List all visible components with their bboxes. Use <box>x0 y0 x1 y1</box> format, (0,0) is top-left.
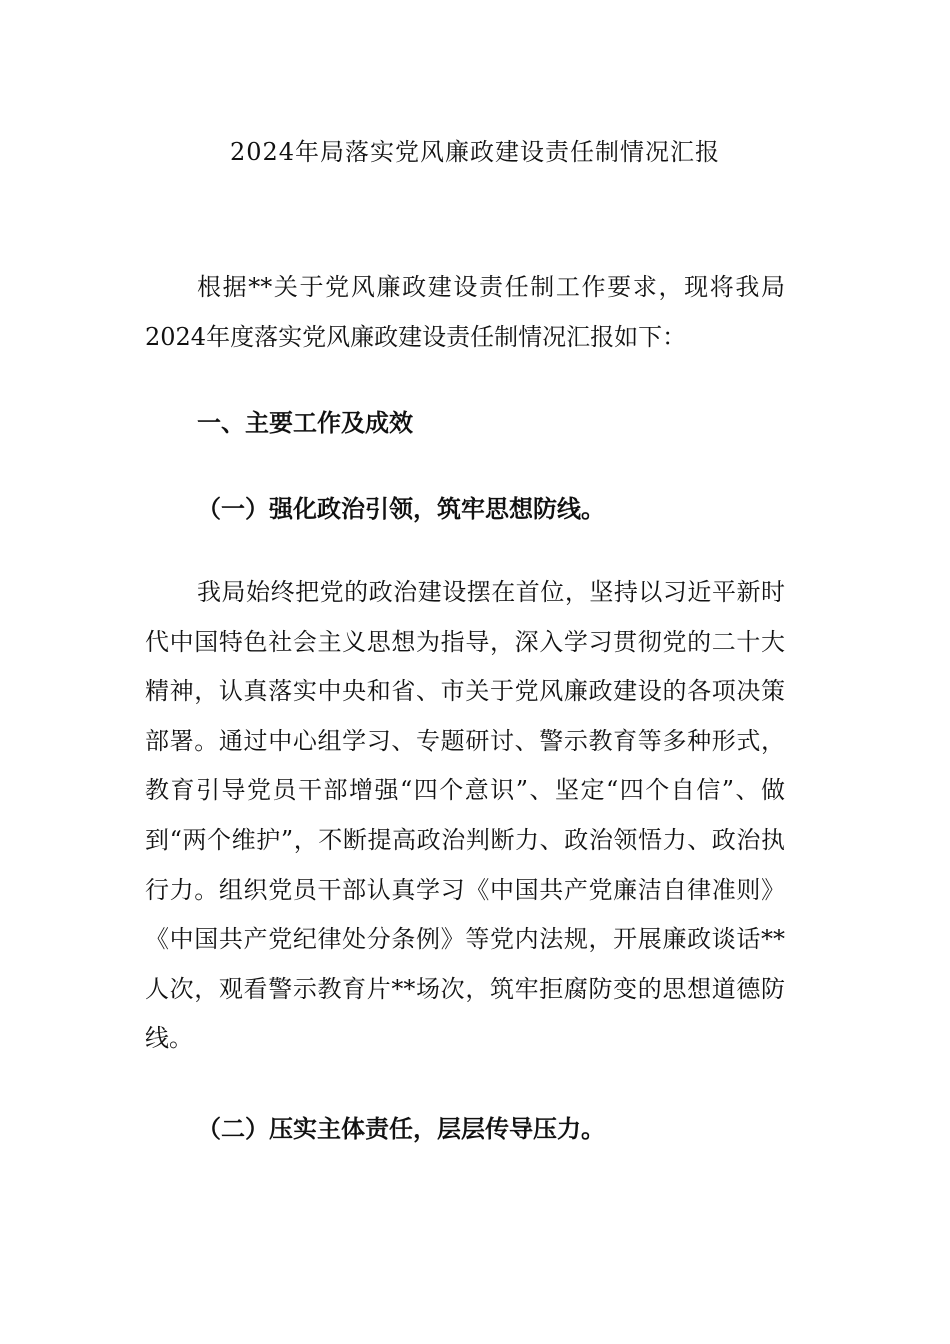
subsection-2-heading: （二）压实主体责任，层层传导压力。 <box>197 1114 605 1143</box>
subsection-1-heading: （一）强化政治引领，筑牢思想防线。 <box>197 494 605 523</box>
subsection-1-paragraph: 我局始终把党的政治建设摆在首位，坚持以习近平新时代中国特色社会主义思想为指导，深入学习贯彻党的二十大精神，认真落实中央和省、市关于党风廉政建设的各项决策部署。通过中心组学习、专题研讨、警示教育等多种形式，教育引导党员干部增强“四个意识”、坚定“四个自信”、做到“两个维护”，不断提高政治判断力、政治领悟力、政治执行力。组织党员干部认真学习《中国共产党廉洁自律准则》《中国共产党纪律处分条例》等党内法规，开展廉政谈话**人次，观看警示教育片**场次，筑牢拒腐防变的思想道德防线。 <box>145 578 785 1053</box>
document-title: 2024年局落实党风廉政建设责任制情况汇报 <box>229 138 721 166</box>
intro-paragraph: 根据**关于党风廉政建设责任制工作要求，现将我局2024年度落实党风廉政建设责任制情况汇报如下： <box>145 273 785 351</box>
section-1-heading: 一、主要工作及成效 <box>197 408 413 437</box>
